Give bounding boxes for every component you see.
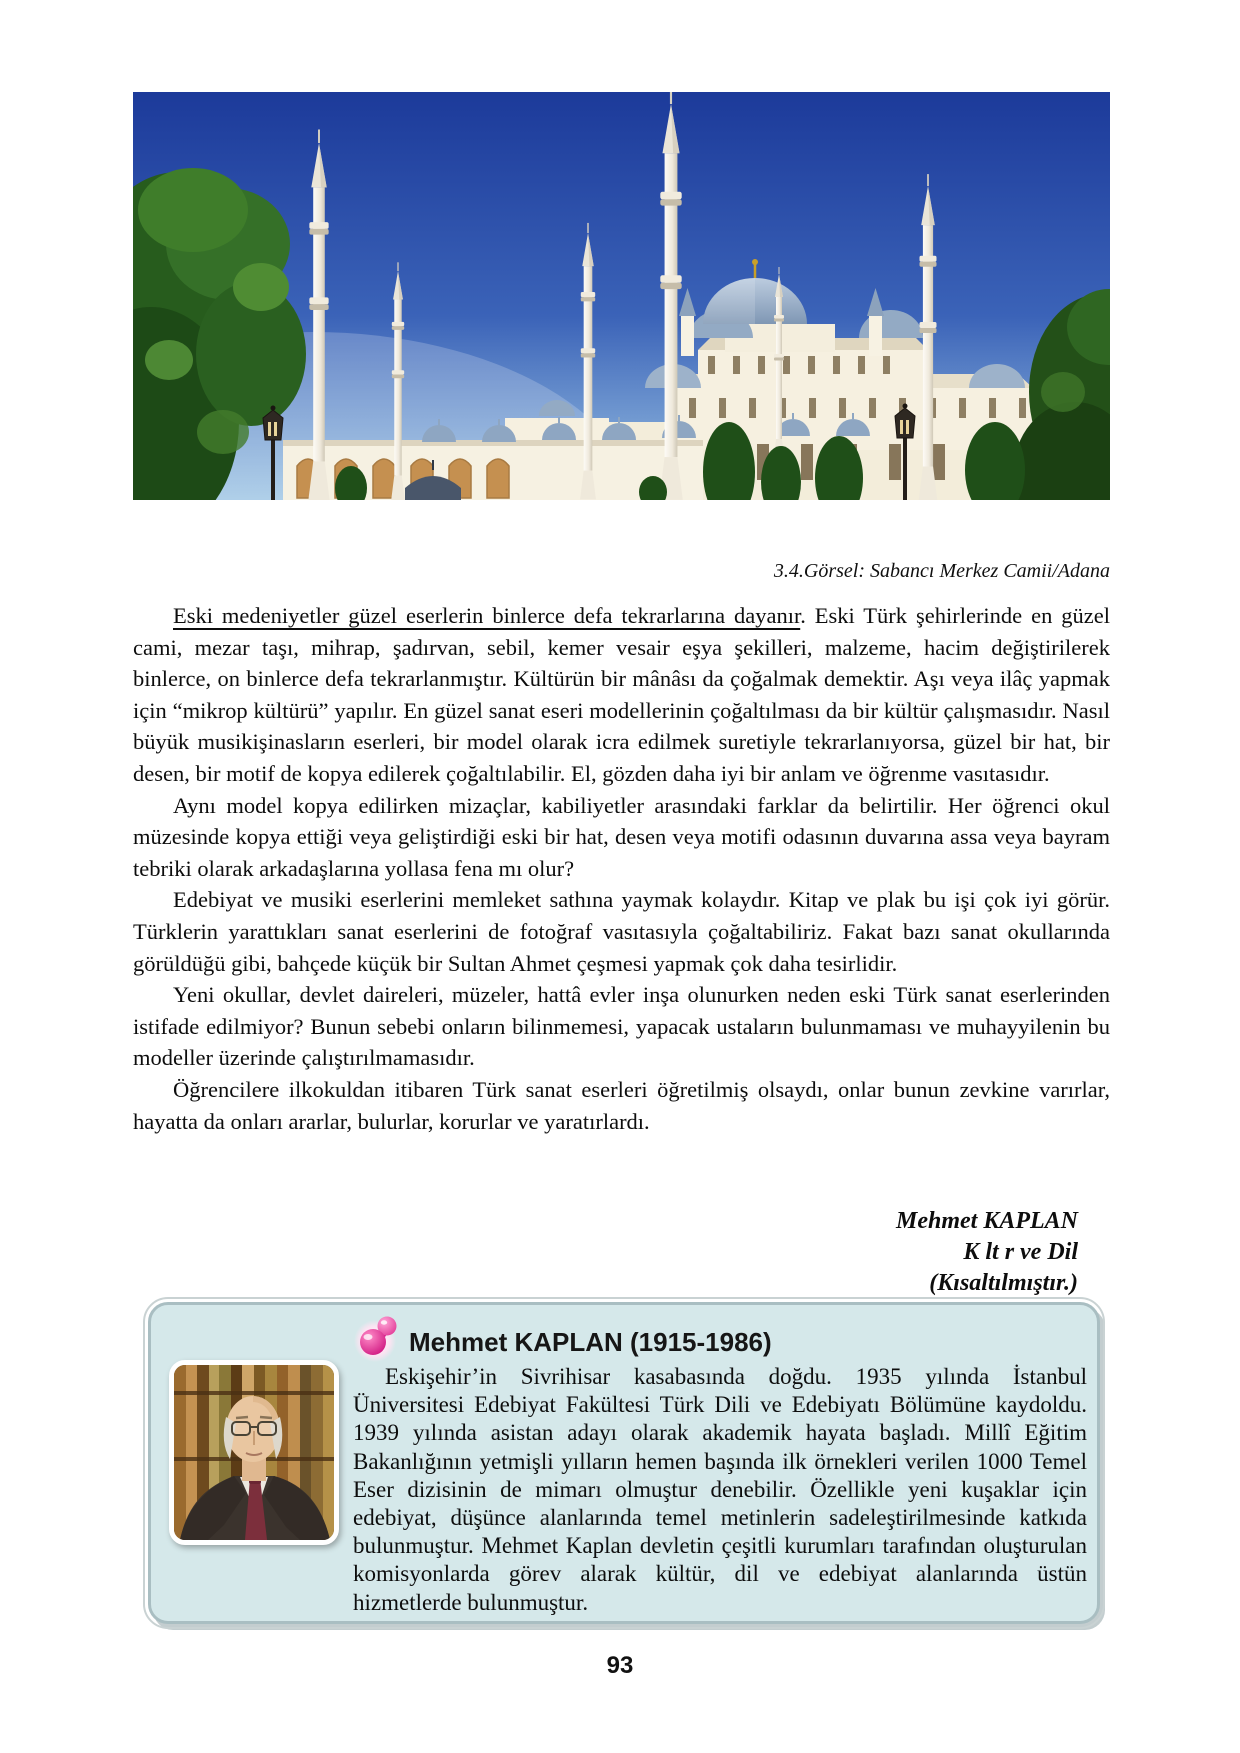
paragraph-2: Aynı model kopya edilirken mizaçlar, kabiliyetler arasındaki farklar da belirtilir. Her öğrenci okul müzesinde kopya ettiği veya geliştirdiği eski bir hat, desen veya motifi odasının duvarına assa veya bayram tebriki olarak arkadaşlarına yollasa fena mı olur? (133, 792, 1110, 881)
underlined-lead-sentence: Eski medeniyetler güzel eserlerin binlerce defa tekrarlarına dayanır (173, 603, 801, 628)
paragraph-1 (133, 600, 1110, 790)
mosque-photo (133, 92, 1110, 500)
attribution-author: Mehmet KAPLAN (895, 1208, 1078, 1234)
bio-title: Mehmet KAPLAN (1915-1986) (409, 1327, 772, 1357)
paragraph-3: Edebiyat ve musiki eserlerini memleket sathına yaymak kolaydır. Kitap ve plak bu işi çok iyi görür. Türklerin yarattıkları sanat eserlerini de fotoğraf vasıtasıyla çoğaltabiliriz. Fakat bazı sanat okullarında görüldüğü gibi, bahçede küçük bir Sultan Ahmet çeşmesi yapmak çok daha tesirlidir. (133, 887, 1110, 976)
attribution-work: K lt r ve Dil (963, 1239, 1078, 1265)
author-portrait (169, 1360, 339, 1545)
paragraph-5: Öğrencilere ilkokuldan itibaren Türk sanat eserleri öğretilmiş olsaydı, onlar bunun zevkine varırlar, hayatta da onları ararlar, bulurlar, korurlar ve yaratırlardı. (133, 1076, 1110, 1134)
paragraph-4: Yeni okullar, devlet daireleri, müzeler, hattâ evler inşa olunurken neden eski Türk sanat eserlerinden istifade edilmiyor? Bunun sebebi onların bilinmemesi, yapacak ustaların bulunmaması ve muhayyilenin bu modeller üzerinde çalıştırılmamasıdır. (133, 982, 1110, 1071)
page-number: 93 (606, 1652, 634, 1679)
attribution-note: (Kısaltılmıştır.) (929, 1270, 1078, 1296)
paragraph-1-rest: . Eski Türk şehirlerinde en güzel cami, mezar taşı, mihrap, şadırvan, sebil, kemer vesair eşya şekilleri, malzeme, hacim değiştirilerek binlerce, on binlerce defa tekrarlanmıştır. Kültürün bir mânâsı da çoğalmak demektir. Aşı veya ilâç yapmak için “mikrop kültürü” yapılır. En güzel sanat eseri modellerinin çoğaltılması da bir kültür çalışmasıdır. Nasıl büyük musikişinasların eserleri, bir model olarak icra edilmek suretiyle tekrarlanıyorsa, güzel bir hat, bir desen, bir motif de kopya edilerek çoğaltılabilir. El, gözden daha iyi bir anlam ve öğrenme vasıtasıdır. (133, 603, 1110, 786)
attribution (560, 1206, 1078, 1299)
bio-text: Eskişehir’in Sivrihisar kasabasında doğdu. 1935 yılında İstanbul Üniversitesi Edebiyat Fakültesi Türk Dili ve Edebiyatı Bölümüne kaydoldu. 1939 yılında asistan adayı olarak akademik hayata başladı. Millî Eğitim Bakanlığının yetmişli yılların hemen başında ilk örnekleri verilen 1000 Temel Eser dizisinin de mimarı olmuştur denebilir. Özellikle yeni kuşaklar için edebiyat, düşünce alanlarında temel metinlerin sadeleştirilmesinde katkıda bulunmuştur. Mehmet Kaplan devletin çeşitli kurumları tarafından oluşturulan komisyonlarda görev alarak kültür, dil ve edebiyat alanlarında üstün hizmetlerde bulunmuştur. (353, 1364, 1087, 1615)
figure-caption: 3.4.Görsel: Sabancı Merkez Camii/Adana (773, 560, 1110, 582)
pink-pushpin-icon (354, 1313, 402, 1365)
article-body (133, 600, 1110, 1137)
author-bio-box (148, 1302, 1100, 1624)
portrait-illustration (174, 1365, 334, 1540)
mosque-photo-figure (133, 92, 1110, 500)
